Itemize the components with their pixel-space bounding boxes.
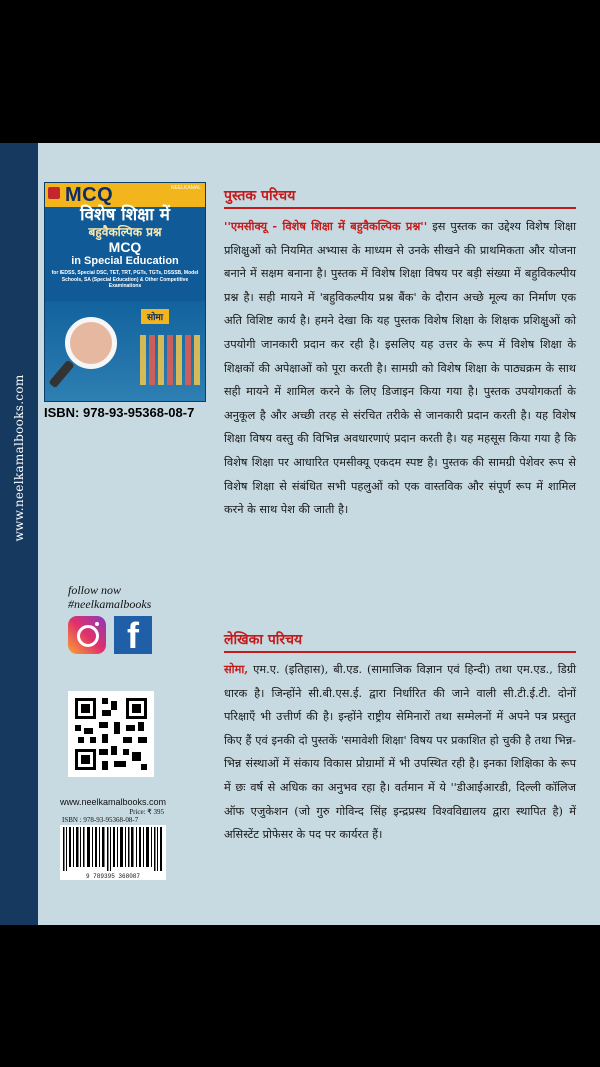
magnifier-icon	[65, 317, 117, 369]
barcode-bars	[63, 827, 163, 871]
barcode	[60, 825, 166, 873]
qr-code	[68, 691, 154, 777]
barcode-url: www.neelkamalbooks.com	[59, 797, 167, 807]
publisher-logo-icon	[48, 187, 60, 199]
thumbnail-author: सोमा	[141, 309, 169, 324]
instagram-lens	[77, 625, 99, 647]
follow-text	[68, 583, 151, 611]
raised-hands-illustration	[140, 335, 200, 385]
follow-hashtag: #neelkamalbooks	[68, 597, 152, 611]
author-name: सोमा,	[224, 662, 249, 676]
thumbnail-title-line1: विशेष शिक्षा में	[80, 205, 170, 225]
thumbnail-mcq-label: MCQ	[65, 184, 114, 206]
price-label: Price: ₹ 395	[129, 808, 164, 816]
thumbnail-title-line3: MCQ	[108, 239, 142, 255]
thumbnail-subtitle: for IEDSS, Special DSC, TET, TRT, PGTs, TGTs, DSSSB, Model Schools, SA (Special Education) & Other Competitive Examinations	[51, 270, 199, 289]
book-intro-paragraph	[224, 215, 576, 522]
facebook-icon[interactable]: f	[114, 616, 152, 654]
isbn-label: ISBN: 978-93-95368-08-7	[44, 405, 195, 420]
spine-website: www.neelkamalbooks.com	[12, 374, 26, 542]
book-cover-thumbnail	[44, 182, 206, 402]
instagram-dot	[95, 622, 99, 626]
barcode-isbn: ISBN : 978-93-95368-08-7	[62, 816, 139, 824]
book-spine	[0, 143, 38, 925]
book-title-highlight: ''एमसीक्यू - विशेष शिक्षा में बहुवैकल्पिक प्रश्न''	[224, 219, 428, 233]
author-intro-heading: लेखिका परिचय	[224, 632, 303, 648]
thumbnail-title-line2: बहुवैकल्पिक प्रश्न	[88, 225, 162, 239]
magnifier-handle	[48, 360, 74, 389]
thumbnail-title-line4: in Special Education	[71, 255, 179, 267]
instagram-icon[interactable]	[68, 616, 106, 654]
thumbnail-artwork	[45, 301, 205, 401]
book-back-cover	[0, 143, 600, 925]
barcode-digits: 9 789395 368087	[60, 873, 166, 880]
qr-code-pattern	[75, 698, 147, 770]
book-intro-text: इस पुस्तक का उद्देश्य विशेष शिक्षा प्रशिक्षुओं को नियमित अभ्यास के माध्यम से उनके सीखने की प्राथमिकता और योजना बनाने में सक्षम बनाना है। पुस्तक में विशेष शिक्षा विषय पर बड़ी संख्या में बहुविकल्पीय प्रश्न है। सही मायने में 'बहुविकल्पीय प्रश्न बैंक' के दौरान अच्छे मूल्य का निर्माण एक अति विशिष्ट कार्य है। हमने देखा कि यह पुस्तक विशेष शिक्षा के शिक्षक प्रशिक्षुओं को उपयोगी जानकारी प्रदान कर रही है। इसलिए यह उत्तर के रूप में विशेष शिक्षा के शिक्षकों की अपेक्षाओं को पूरा करती है। सामग्री को विशेष शिक्षा के पाठ्यक्रम के साथ सही मायने में शामिल करने के लिए डिजाइन किया गया है। पुस्तक उपयोगकर्ता के अनुकूल है और अच्छी तरह से संरचित तरीके से जानकारी प्रदान करती है। यह विशेष शिक्षा विषय वस्तु की विभिन्न अवधारणाएं प्रदान करती है। यह महसूस किया गया है कि विशेष शिक्षा पर आधारित एमसीक्यू एकदम स्पष्ट है। पुस्तक की सामग्री पेशेवर रूप से विशेष शिक्षा से संबंधित सभी पहलुओं को एक वास्तविक और संपूर्ण रूप में शामिल करने के साथ पेश की जाती है।	[224, 220, 577, 517]
author-intro-text: एम.ए. (इतिहास), बी.एड. (सामाजिक विज्ञान एवं हिन्दी) तथा एम.एड., डिग्री धारक है। जिन्होंने सी.बी.एस.ई. द्वारा निर्धारित की जाने वाली सी.टी.ई.टी. दोनों परिक्षाएँ भी उत्तीर्ण की है। इन्होंने राष्ट्रीय सेमिनारों तथा सम्मेलनों में अपने पत्र प्रस्तुत किए हैं एवं इनकी दो पुस्तकें 'समावेशी शिक्षा' विषय पर प्रकाशित हो चुकी है तथा भिन्न-भिन्न संस्थाओं में संकाय विकास प्रोग्रामों में भी उपस्थित रही है। इनका शिक्षिका के रूप में छः वर्ष से अधिक का अनुभव रहा है। वर्तमान में ये ''डीआईआरडी, दिल्ली कॉलिज ऑफ एजुकेशन (जो गुरु गोविन्द सिंह इन्द्रप्रस्थ विश्वविद्यालय द्वारा स्थापित है) में असिस्टेंट प्रोफेसर के पद पर कार्यरत हैं।	[224, 663, 576, 842]
book-intro-divider	[224, 207, 576, 209]
book-intro-heading: पुस्तक परिचय	[224, 188, 296, 204]
barcode-area	[58, 797, 168, 885]
author-intro-paragraph	[224, 658, 576, 847]
follow-line1: follow now	[68, 583, 122, 597]
thumbnail-publisher: NEELKAMAL	[170, 185, 201, 191]
author-intro-divider	[224, 651, 576, 653]
